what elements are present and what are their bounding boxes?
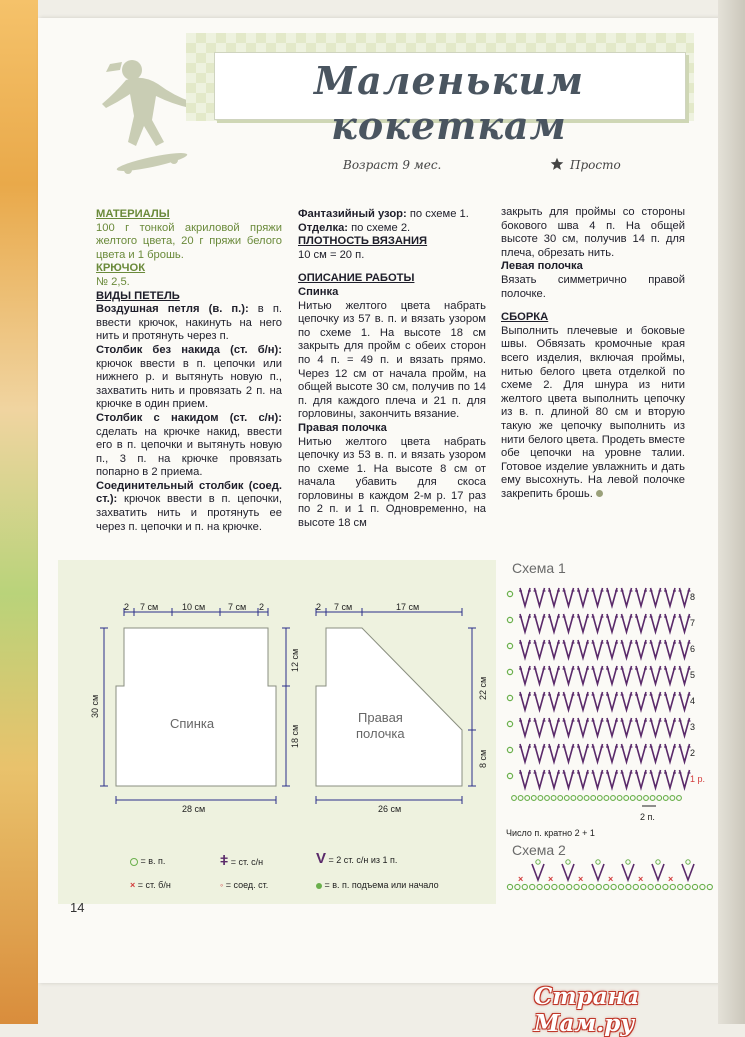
single-crochet-icon: × <box>130 880 136 890</box>
front-dim-top-3: 17 см <box>396 602 420 612</box>
scheme-1-chain-stitch <box>538 796 543 801</box>
slip-stitch-icon: ◦ <box>220 880 224 890</box>
page-number: 14 <box>70 900 85 915</box>
legend <box>120 848 500 902</box>
assembly-heading: СБОРКА <box>501 311 549 324</box>
front-dim-low: 8 см <box>478 749 488 768</box>
scheme-2-single-crochet: × <box>578 874 584 884</box>
scheme-1-turn-chain <box>507 773 512 778</box>
scheme-2-chart <box>502 858 722 894</box>
scheme-2-fan <box>562 864 574 880</box>
scheme-2-chain-stitch <box>678 884 683 889</box>
scheme-2-chain-stitch <box>574 884 579 889</box>
scheme-2-chain-stitch <box>589 884 594 889</box>
scheme-1-turn-chain <box>507 695 512 700</box>
density-heading: ПЛОТНОСТЬ ВЯЗАНИЯ <box>298 235 428 248</box>
scheme-2-picot <box>656 860 660 864</box>
front-dim-height: 22 см <box>478 676 488 700</box>
legend-soed: ◦ = соед. ст. <box>220 880 269 890</box>
scheme-2-chain-stitch <box>537 884 542 889</box>
scheme-1-chain-stitch <box>531 796 536 801</box>
scheme-1-chain-stitch <box>644 796 649 801</box>
scheme-1-row-label: 1 р. <box>690 774 706 784</box>
scheme-2-chain-stitch <box>633 884 638 889</box>
back-dim-top-4: 7 см <box>228 602 247 612</box>
column-assembly <box>501 206 685 501</box>
scheme-1-row-label: 6 <box>690 644 696 654</box>
legend-lift: = в. п. подъема или начало <box>316 880 439 890</box>
right-front-heading: Правая полочка <box>298 421 387 434</box>
legend-sbn: × = ст. б/н <box>130 880 171 890</box>
ssn-paragraph: Столбик с накидом (ст. с/н): сделать на крючке накид, ввести его в п. цепочки и вытянуть новую п., 3 п. на крючке провязать попарно в 2 приема. <box>96 411 282 479</box>
legend-vp: = в. п. <box>130 856 165 866</box>
difficulty-star-icon <box>550 157 564 171</box>
scheme-1-turn-chain <box>507 721 512 726</box>
scheme-2-single-crochet: × <box>548 874 554 884</box>
scheme-2-chain-stitch <box>700 884 705 889</box>
density-text: 10 см = 20 п. <box>298 248 365 261</box>
materials-heading: МАТЕРИАЛЫ <box>96 208 170 220</box>
scheme-2-picot <box>686 860 690 864</box>
scheme-2-chain-stitch <box>670 884 675 889</box>
scheme-2-fan <box>592 864 604 880</box>
left-page-edge <box>0 0 38 1024</box>
scheme-1-chart <box>502 580 722 838</box>
scheme-1-row-label: 3 <box>690 722 696 732</box>
scheme-2-fan <box>652 864 664 880</box>
column-description <box>298 208 486 531</box>
turning-chain-icon <box>316 883 322 889</box>
scheme-2-chain-stitch <box>692 884 697 889</box>
scheme-1-chain-stitch <box>545 796 550 801</box>
scheme-1-chain-stitch <box>518 796 523 801</box>
legend-ssn: ǂ = ст. с/н <box>220 852 264 868</box>
scheme-1-chain-stitch <box>637 796 642 801</box>
scheme-1-chain-stitch <box>657 796 662 801</box>
scheme-2-chain-stitch <box>596 884 601 889</box>
scheme-1-turn-chain <box>507 747 512 752</box>
front-dim-top-2: 7 см <box>334 602 353 612</box>
scheme-2-fan <box>622 864 634 880</box>
scheme-2-single-crochet: × <box>668 874 674 884</box>
scheme-1-chain-stitch <box>578 796 583 801</box>
difficulty-label: Просто <box>570 158 621 172</box>
description-heading: ОПИСАНИЕ РАБОТЫ <box>298 272 415 285</box>
right-front-text: Нитью желтого цвета набрать цепочку из 53 в. п. и вязать узором по схеме 1. На высоте 8 см от начала убавить для скоса горловины в каждом 2-м р. 17 раз по 2 п. и 1 п. Одновременно, на высоте 18 см <box>298 435 486 530</box>
scheme-1-chain-stitch <box>650 796 655 801</box>
scheme-2-chain-stitch <box>559 884 564 889</box>
scheme-1-chain-stitch <box>584 796 589 801</box>
fancy-pattern-line: Фантазийный узор: по схеме 1. <box>298 208 469 220</box>
front-dim-bottom: 26 см <box>378 804 402 814</box>
scheme-1-chain-stitch <box>591 796 596 801</box>
scheme-2-chain-stitch <box>552 884 557 889</box>
scheme-2-chain-stitch <box>522 884 527 889</box>
scheme-1-chain-stitch <box>677 796 682 801</box>
front-dim-top-1: 2 <box>316 602 322 612</box>
materials-text: 100 г тонкой акриловой пряжи желтого цвета, 20 г пряжи белого цвета и 1 брошь. <box>96 221 282 261</box>
scheme-1-turn-chain <box>507 669 512 674</box>
scheme-1-chain-stitch <box>663 796 668 801</box>
scheme-2-fan <box>682 864 694 880</box>
scheme-1-row-label: 8 <box>690 592 696 602</box>
page-title: Маленьким кокеткам <box>314 58 584 148</box>
scheme-1-turn-chain <box>507 591 512 596</box>
scheme-2-chain-stitch <box>685 884 690 889</box>
back-dim-bottom: 28 см <box>182 804 206 814</box>
scheme-1-chain-stitch <box>630 796 635 801</box>
scheme-1-chain-stitch <box>670 796 675 801</box>
soed-paragraph: Соединительный столбик (соед. ст.): крючок ввести в п. цепочки, захватить нить и протянуть ее через п. цепочки и п. на крючке. <box>96 479 282 533</box>
scheme-1-chain-stitch <box>571 796 576 801</box>
scheme-1-chain-stitch <box>624 796 629 801</box>
scheme-2-single-crochet: × <box>638 874 644 884</box>
scheme-2-title: Схема 2 <box>512 842 566 858</box>
scheme-2-chain-stitch <box>567 884 572 889</box>
hook-heading: КРЮЧОК <box>96 262 146 275</box>
sbn-paragraph: Столбик без накида (ст. б/н): крючок ввести в п. цепочки или нижнего р. и вытянуть новую п., захватить нить и провязать 2 п. на крючке в один прием. <box>96 343 282 411</box>
scheme-2-single-crochet: × <box>608 874 614 884</box>
chain-stitch-icon <box>130 858 138 866</box>
scheme-2-chain-stitch <box>663 884 668 889</box>
assembly-text: Выполнить плечевые и боковые швы. Обвязать кромочные края всего изделия, включая проймы, нитью белого цвета отделкой по схеме 2. Для шнура из нити желтого цвета выполнить цепочку из в. п. длиной 80 см и вторую такую же цепочку выполнить из нити белого цвета. Продеть вместе обе цепочки на уровне талии. Готовое изделие увлажнить и дать ему высохнуть. На левой полочке закрепить брошь. <box>501 324 685 500</box>
scheme-2-picot <box>626 860 630 864</box>
scheme-1-chain-stitch <box>564 796 569 801</box>
back-text: Нитью желтого цвета набрать цепочку из 57 в. п. и вязать узором по схеме 1. На высоте 18 см закрыть для пройм с обеих сторон по 4 п. = 49 п. и вязать прямо. Через 12 см от начала пройм, на общей высоте 30 см, получив по 14 п. для каждого плеча и 21 п. для горловины, закончить вязание. <box>298 299 486 421</box>
scheme-2-chain-stitch <box>648 884 653 889</box>
back-dim-height: 30 см <box>90 694 100 718</box>
scheme-1-chain-stitch <box>611 796 616 801</box>
scheme-2-single-crochet: × <box>518 874 524 884</box>
scheme-2-chain-stitch <box>611 884 616 889</box>
scheme-2-chain-stitch <box>530 884 535 889</box>
scheme-2-picot <box>596 860 600 864</box>
continuation-text: закрыть для проймы со стороны бокового шва 4 п. На общей высоте 30 см, получив 14 п. для плеча, обрезать нить. <box>501 206 685 259</box>
scheme-1-chain-stitch <box>551 796 556 801</box>
scheme-1-turn-chain <box>507 617 512 622</box>
scheme-2-picot <box>536 860 540 864</box>
scheme-2-chain-stitch <box>581 884 586 889</box>
scheme-1-note: Число п. кратно 2 + 1 <box>506 828 595 838</box>
front-piece-label-1: Правая <box>358 710 403 725</box>
end-dot-icon <box>596 490 603 497</box>
back-dim-top-1: 2 <box>124 602 130 612</box>
legend-two-ssn: V = 2 ст. с/н из 1 п. <box>316 850 398 867</box>
binding-spine <box>718 0 745 1024</box>
scheme-1-chain-stitch <box>558 796 563 801</box>
scheme-2-chain-stitch <box>515 884 520 889</box>
age-label: Возраст 9 мес. <box>343 158 442 172</box>
left-front-text: Вязать симметрично правой полочке. <box>501 273 685 300</box>
left-front-heading: Левая полочка <box>501 260 583 273</box>
back-dim-top-5: 2 <box>259 602 265 612</box>
scheme-1-chain-stitch <box>597 796 602 801</box>
two-dc-one-stitch-icon: V <box>316 850 327 867</box>
scheme-1-row-label: 5 <box>690 670 696 680</box>
scheme-2-chain-stitch <box>618 884 623 889</box>
back-dim-top-3: 10 см <box>182 602 206 612</box>
double-crochet-icon: ǂ <box>220 852 229 868</box>
scheme-1-chain-stitch <box>512 796 517 801</box>
finish-line: Отделка: по схеме 2. <box>298 221 411 234</box>
hook-text: № 2,5. <box>96 275 130 288</box>
scheme-2-chain-stitch <box>707 884 712 889</box>
back-dim-top-2: 7 см <box>140 602 159 612</box>
back-piece-label: Спинка <box>170 716 215 731</box>
scheme-2-picot <box>566 860 570 864</box>
vp-paragraph: Воздушная петля (в. п.): в п. ввести крючок, накинуть на него нить и протянуть через п. <box>96 303 282 343</box>
scheme-1-chain-stitch <box>604 796 609 801</box>
loops-heading: ВИДЫ ПЕТЕЛЬ <box>96 289 180 302</box>
scheme-1-row-label: 7 <box>690 618 696 628</box>
column-materials <box>96 208 282 534</box>
back-dim-armhole: 12 см <box>290 648 300 672</box>
scheme-2-fan <box>532 864 544 880</box>
scheme-2-chain-stitch <box>626 884 631 889</box>
scheme-1-chain-stitch <box>525 796 530 801</box>
scheme-2-chain-stitch <box>544 884 549 889</box>
pattern-pieces-diagram <box>58 590 498 820</box>
site-watermark: Страна Мам.ру <box>534 983 640 1037</box>
scheme-1-turn-chain <box>507 643 512 648</box>
scheme-1-chain-stitch <box>617 796 622 801</box>
scheme-2-chain-stitch <box>641 884 646 889</box>
scheme-1-title: Схема 1 <box>512 560 566 576</box>
scheme-1-row-label: 4 <box>690 696 696 706</box>
scheme-1-row-label: 2 <box>690 748 696 758</box>
back-dim-side: 18 см <box>290 724 300 748</box>
scheme-2-chain-stitch <box>507 884 512 889</box>
scheme-1-repeat-label: 2 п. <box>640 812 655 822</box>
back-heading: Спинка <box>298 285 339 298</box>
scheme-2-chain-stitch <box>604 884 609 889</box>
front-piece-label-2: полочка <box>356 726 405 741</box>
scheme-2-chain-stitch <box>655 884 660 889</box>
